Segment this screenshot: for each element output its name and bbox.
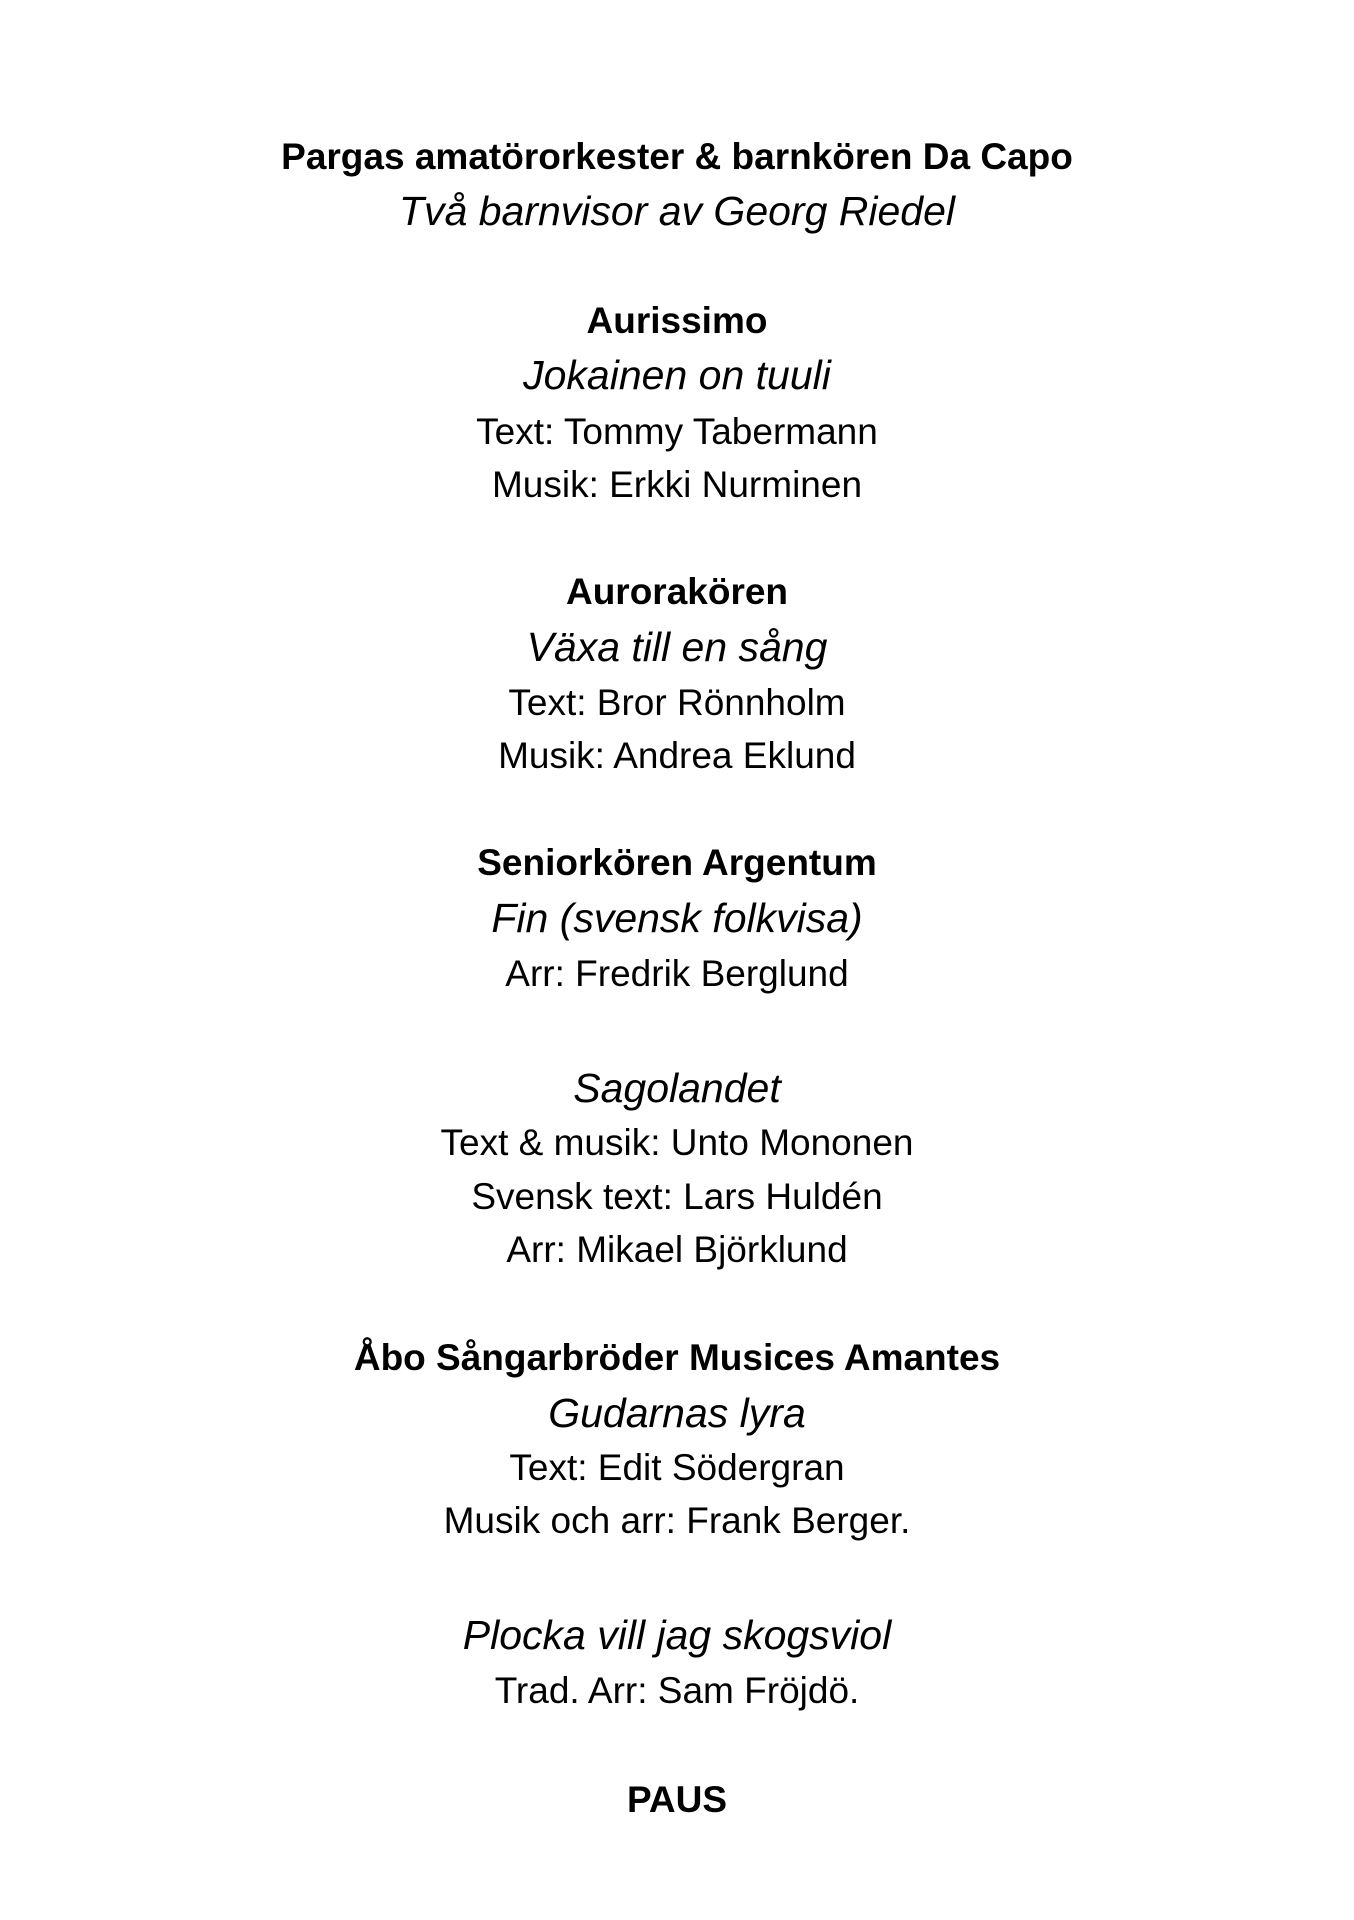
credit-arr-bjorklund: Arr: Mikael Björklund — [506, 1229, 848, 1270]
performer-pargas: Pargas amatörorkester & barnkören Da Capo — [281, 136, 1073, 177]
piece-title-plocka: Plocka vill jag skogsviol — [462, 1612, 892, 1658]
piece-title-gudarnas-lyra: Gudarnas lyra — [548, 1390, 806, 1436]
performer-argentum: Seniorkören Argentum — [477, 842, 877, 883]
credit-music-nurminen: Musik: Erkki Nurminen — [491, 464, 863, 505]
piece-title-jokainen: Jokainen on tuuli — [523, 352, 831, 398]
credit-swedish-text-hulden: Svensk text: Lars Huldén — [471, 1176, 883, 1217]
credit-trad-arr-frojdo: Trad. Arr: Sam Fröjdö. — [494, 1670, 860, 1711]
performer-musices-amantes: Åbo Sångarbröder Musices Amantes — [353, 1337, 1001, 1378]
credit-music-arr-berger: Musik och arr: Frank Berger. — [443, 1500, 911, 1541]
performer-aurorakoren: Aurorakören — [565, 571, 789, 612]
piece-title-fin: Fin (svensk folkvisa) — [491, 895, 863, 941]
credit-text-sodergran: Text: Edit Södergran — [509, 1447, 845, 1488]
credit-text-music-mononen: Text & musik: Unto Mononen — [440, 1122, 914, 1163]
performer-aurissimo: Aurissimo — [586, 300, 768, 341]
pause-label: PAUS — [626, 1779, 728, 1820]
credit-music-eklund: Musik: Andrea Eklund — [498, 735, 856, 776]
piece-title-riedel: Två barnvisor av Georg Riedel — [398, 188, 956, 234]
piece-title-sagolandet: Sagolandet — [573, 1065, 781, 1111]
credit-text-tabermann: Text: Tommy Tabermann — [476, 411, 878, 452]
credit-text-ronnholm: Text: Bror Rönnholm — [508, 682, 846, 723]
credit-arr-berglund: Arr: Fredrik Berglund — [505, 953, 849, 994]
piece-title-vaxa: Växa till en sång — [526, 624, 828, 670]
